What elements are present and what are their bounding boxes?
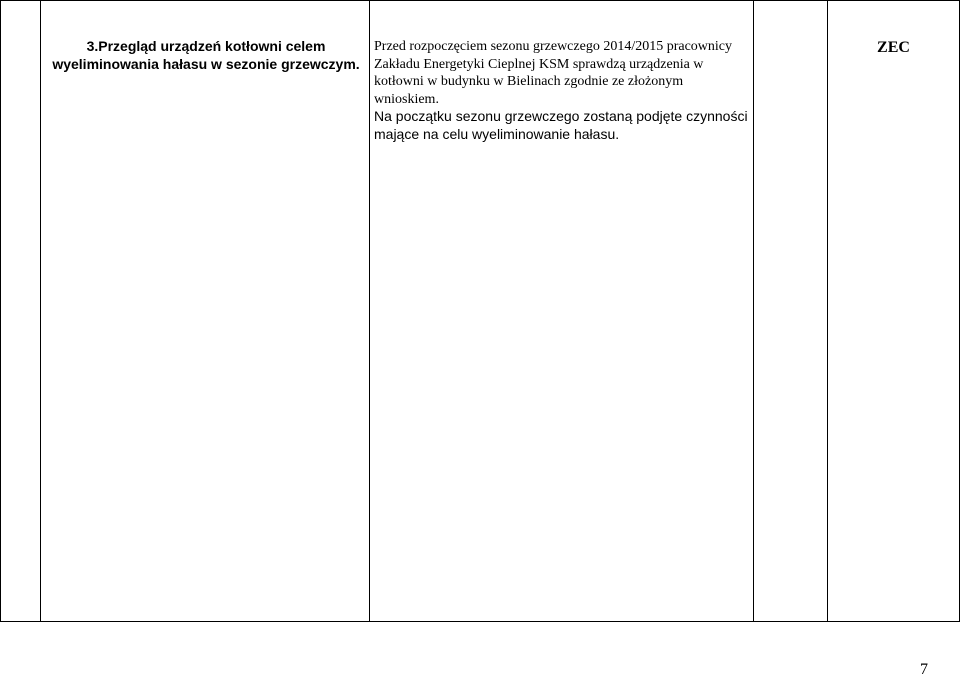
page-number: 7 <box>920 661 928 678</box>
table-cell-empty <box>753 0 827 622</box>
table-cell-responsible <box>827 0 960 622</box>
table-cell-task <box>40 0 369 622</box>
task-description <box>374 38 750 144</box>
responsible-party: ZEC <box>877 39 910 56</box>
table-cell-margin <box>0 0 40 622</box>
description-paragraph: Przed rozpoczęciem sezonu grzewczego 2014/2015 pracownicy Zakładu Energetyki Cieplnej KSM sprawdzą urządzenia w kotłowni w budynku w Bielinach zgodnie ze złożonym wnioskiem. <box>374 39 733 107</box>
task-title: 3.Przegląd urządzeń kotłowni celem wyeliminowania hałasu w sezonie grzewczym. <box>52 38 360 72</box>
description-paragraph: Na początku sezonu grzewczego zostaną podjęte czynności mające na celu wyeliminowanie hałasu. <box>374 108 748 142</box>
